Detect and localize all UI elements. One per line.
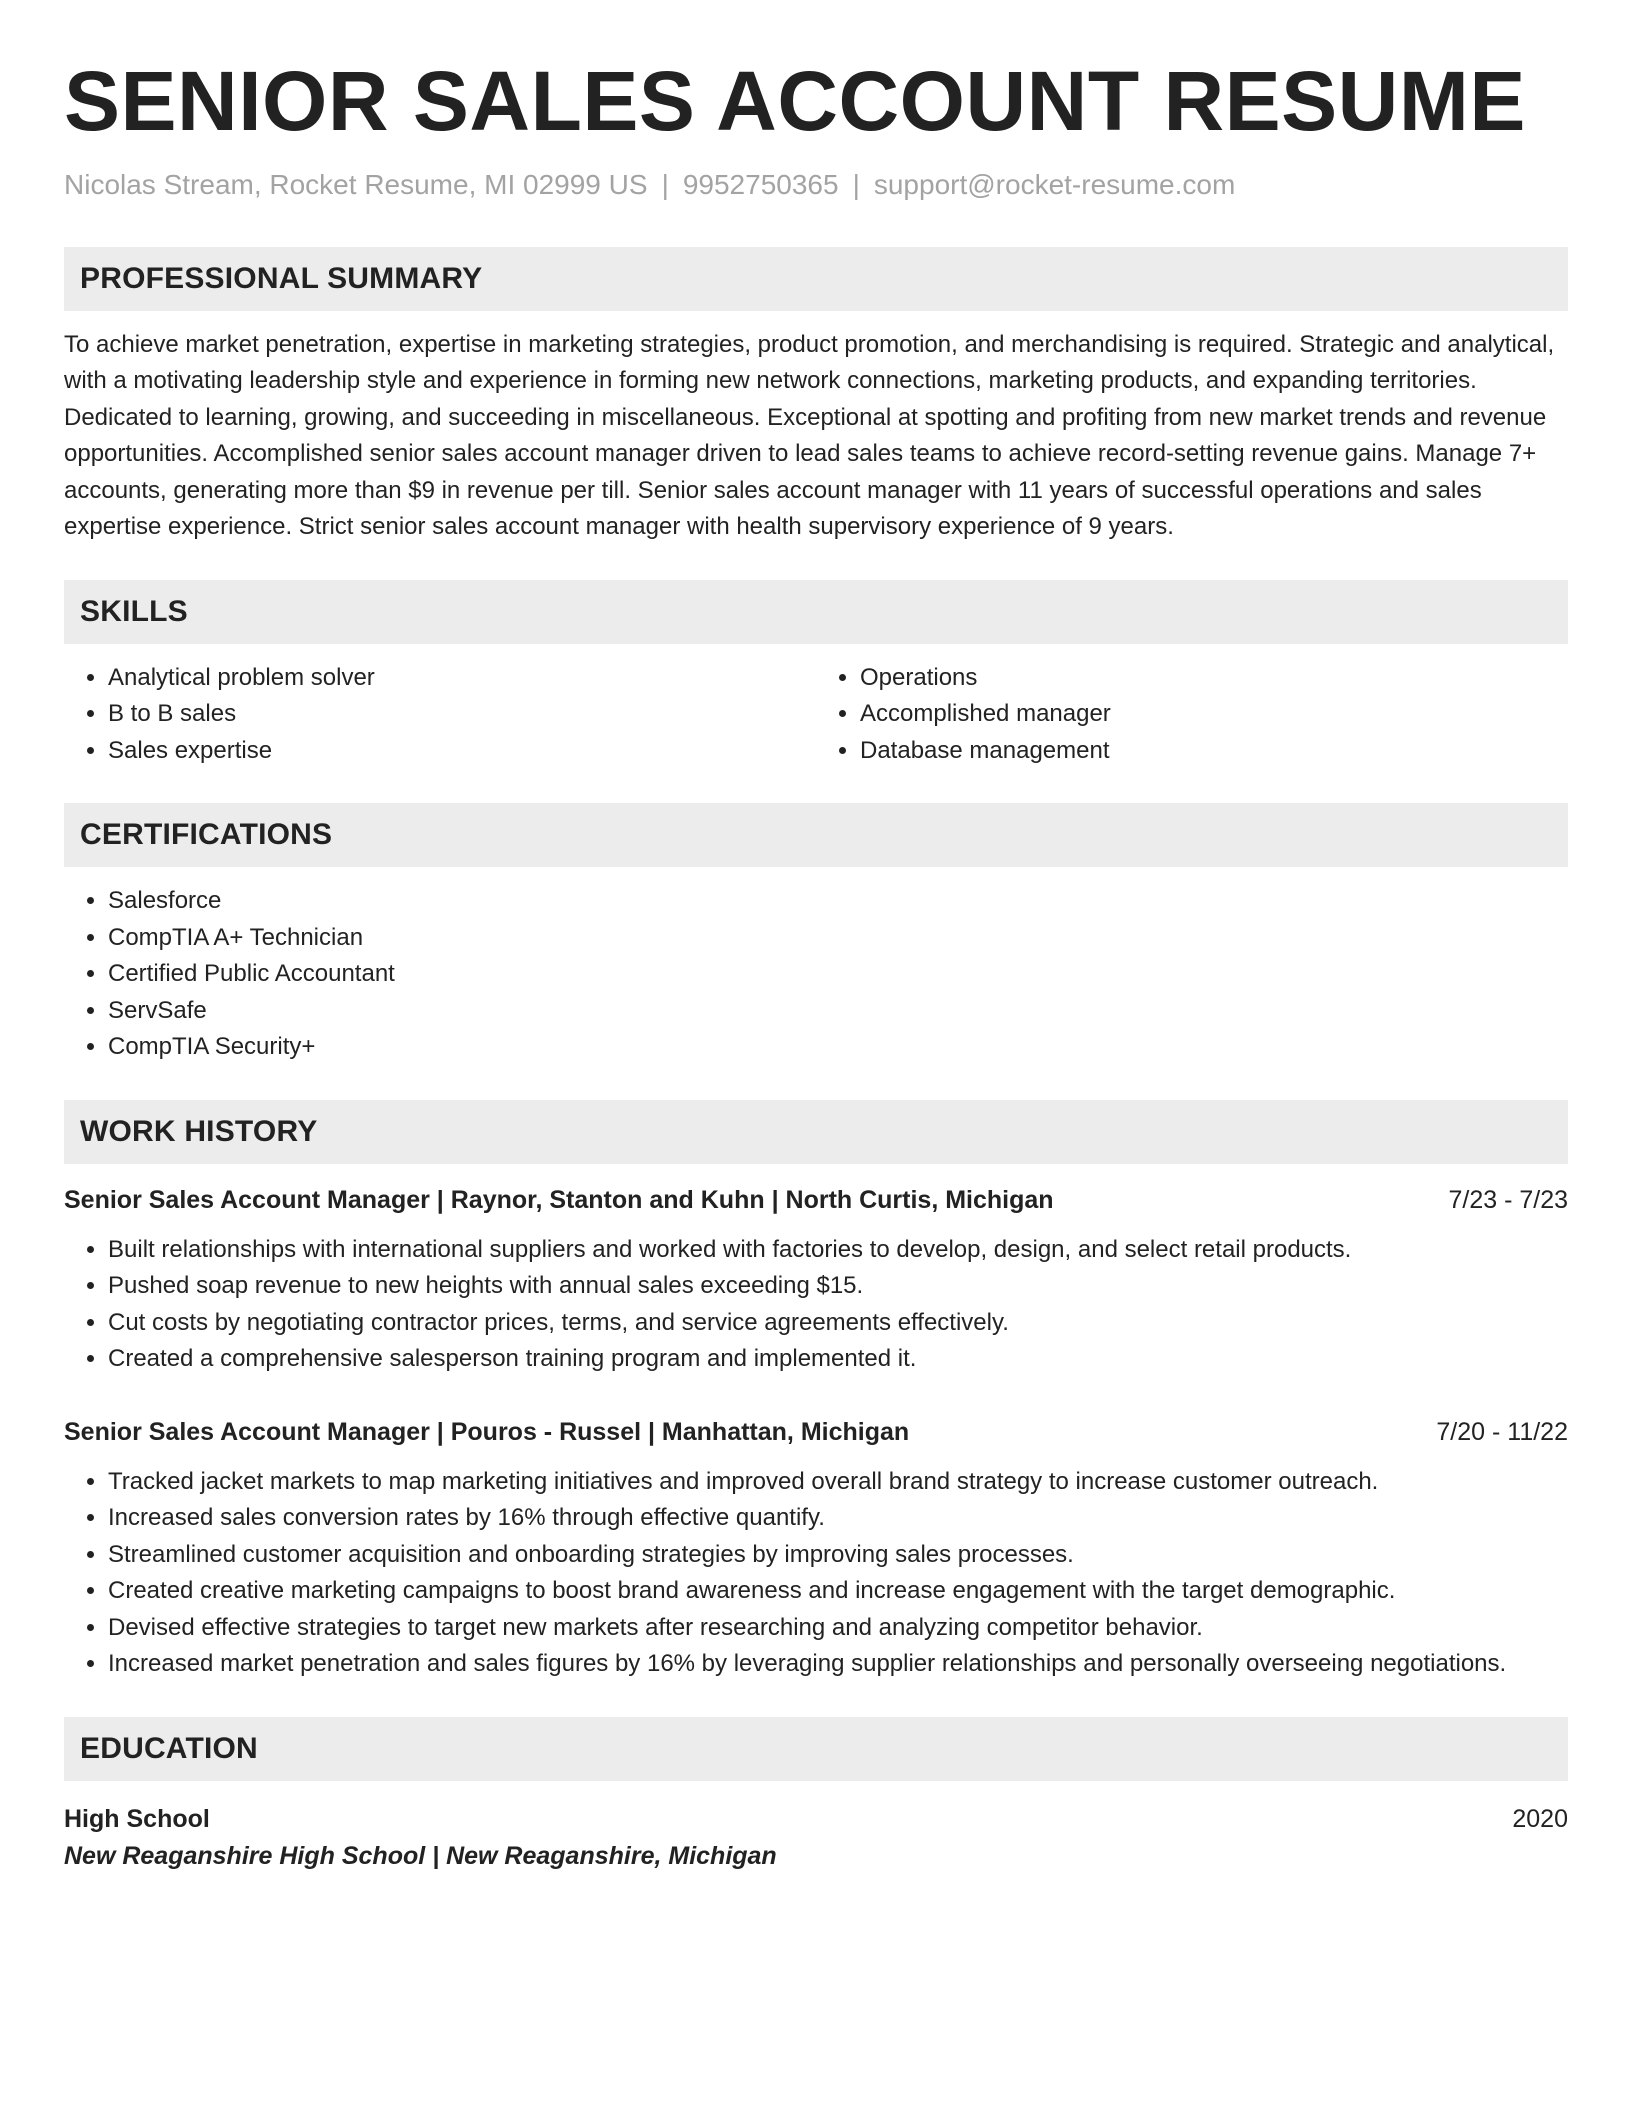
education-degree: High School xyxy=(64,1804,210,1833)
education-row xyxy=(64,1801,1568,1837)
job-bullet: • Streamlined customer acquisition and onboarding strategies by improving sales processes. xyxy=(108,1537,1568,1574)
certification-item: • CompTIA Security+ xyxy=(108,1029,1568,1066)
contact-separator: | xyxy=(852,168,860,200)
skills-left-list xyxy=(64,660,816,770)
skill-item: • Operations xyxy=(860,660,1568,697)
work-heading: WORK HISTORY xyxy=(80,1114,318,1148)
skill-item: • Database management xyxy=(860,733,1568,770)
contact-address: Nicolas Stream, Rocket Resume, MI 02999 US xyxy=(64,168,648,200)
job-bullet: • Pushed soap revenue to new heights with annual sales exceeding $15. xyxy=(108,1268,1568,1305)
job-header xyxy=(64,1182,1568,1218)
job-bullet: • Devised effective strategies to target new markets after researching and analyzing competitor behavior. xyxy=(108,1610,1568,1647)
contact-line xyxy=(64,169,1568,201)
job-dates: 7/20 - 11/22 xyxy=(1436,1417,1568,1446)
work-section-header xyxy=(64,1100,1568,1164)
skill-item: • Accomplished manager xyxy=(860,696,1568,733)
job-spacer xyxy=(64,1378,1568,1396)
skill-item: • Analytical problem solver xyxy=(108,660,816,697)
skills-right-list xyxy=(816,660,1568,770)
contact-email: support@rocket-resume.com xyxy=(873,168,1236,200)
contact-phone: 9952750365 xyxy=(682,168,839,200)
job-bullet: • Increased market penetration and sales figures by 16% by leveraging supplier relationships and personally overseeing negotiations. xyxy=(108,1646,1568,1683)
job-bullet: • Tracked jacket markets to map marketing initiatives and improved overall brand strategy to increase customer outreach. xyxy=(108,1464,1568,1501)
summary-text: To achieve market penetration, expertise in marketing strategies, product promotion, and merchandising is required. Strategic and analytical, with a motivating leadership style and experience in forming new network connections, marketing products, and expanding territories. Dedicated to learning, growing, and succeeding in miscellaneous. Exceptional at spotting and profiting from new market trends and revenue opportunities. Accomplished senior sales account manager driven to lead sales teams to achieve record-setting revenue gains. Manage 7+ accounts, generating more than $9 in revenue per till. Senior sales account manager with 11 years of successful operations and sales expertise experience. Strict senior sales account manager with health supervisory experience of 9 years. xyxy=(64,330,1555,541)
job-bullets xyxy=(64,1464,1568,1683)
certification-item: • ServSafe xyxy=(108,993,1568,1030)
resume-title: SENIOR SALES ACCOUNT RESUME xyxy=(64,54,1526,148)
certifications-section-header xyxy=(64,803,1568,867)
certification-item: • CompTIA A+ Technician xyxy=(108,920,1568,957)
contact-separator: | xyxy=(661,168,669,200)
certification-item: • Salesforce xyxy=(108,883,1568,920)
summary-section-header xyxy=(64,247,1568,311)
skill-item: • Sales expertise xyxy=(108,733,816,770)
job-title: Senior Sales Account Manager | Pouros - Russel | Manhattan, Michigan xyxy=(64,1417,910,1446)
job-bullet: • Created a comprehensive salesperson training program and implemented it. xyxy=(108,1341,1568,1378)
summary-heading: PROFESSIONAL SUMMARY xyxy=(80,261,483,295)
job-bullet: • Created creative marketing campaigns to boost brand awareness and increase engagement with the target demographic. xyxy=(108,1573,1568,1610)
education-section-header xyxy=(64,1717,1568,1781)
job-bullet: • Built relationships with international suppliers and worked with factories to develop, design, and select retail products. xyxy=(108,1232,1568,1269)
certifications-heading: CERTIFICATIONS xyxy=(80,818,333,852)
certification-item: • Certified Public Accountant xyxy=(108,956,1568,993)
job-title: Senior Sales Account Manager | Raynor, Stanton and Kuhn | North Curtis, Michigan xyxy=(64,1185,1054,1214)
skills-columns xyxy=(64,660,1568,770)
skill-item: • B to B sales xyxy=(108,696,816,733)
job-header xyxy=(64,1414,1568,1450)
certifications-list xyxy=(64,883,1568,1066)
education-year: 2020 xyxy=(1512,1804,1568,1833)
job-dates: 7/23 - 7/23 xyxy=(1448,1185,1568,1214)
education-school: New Reaganshire High School | New Reaganshire, Michigan xyxy=(64,1841,777,1870)
skills-section-header xyxy=(64,580,1568,644)
job-bullet: • Increased sales conversion rates by 16% through effective quantify. xyxy=(108,1500,1568,1537)
education-heading: EDUCATION xyxy=(80,1731,258,1765)
skills-heading: SKILLS xyxy=(80,594,188,628)
job-bullets xyxy=(64,1232,1568,1378)
job-bullet: • Cut costs by negotiating contractor prices, terms, and service agreements effectively. xyxy=(108,1305,1568,1342)
